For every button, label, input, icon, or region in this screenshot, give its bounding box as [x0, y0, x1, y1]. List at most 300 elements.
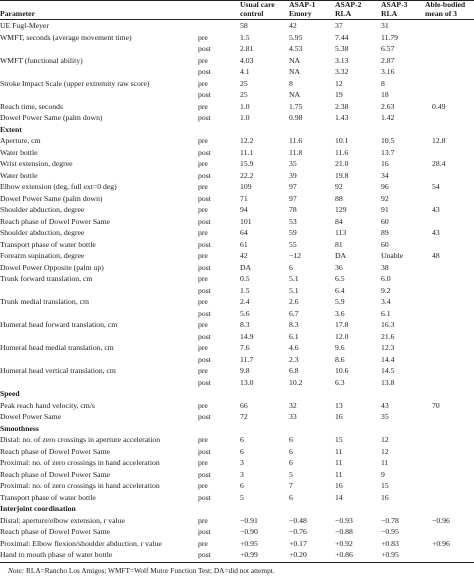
- cell-asap2: 5.38: [335, 44, 349, 53]
- cell-asap3: +0.95: [381, 550, 399, 559]
- cell-asap3: 92: [381, 193, 389, 203]
- row-parameter: Distal: no. of zero crossings in aperture acceleration: [0, 435, 161, 444]
- cell-asap2: 16: [335, 412, 343, 421]
- cell-asap1: NA: [289, 55, 301, 65]
- table-row: [0, 527, 474, 536]
- table-row: [0, 355, 474, 364]
- cell-asap1: 39: [289, 170, 297, 180]
- cell-asap1: 97: [289, 182, 297, 191]
- header-asap1-line2: Emory: [289, 9, 312, 18]
- cell-asap3: 2.87: [381, 55, 395, 65]
- cell-asap3: 16.3: [381, 320, 395, 329]
- cell-usual-care: 61: [240, 239, 248, 249]
- table-row: [0, 493, 474, 502]
- row-phase: post: [198, 147, 211, 157]
- cell-usual-care: 6: [240, 446, 244, 456]
- cell-able-bodied: 28.4: [432, 159, 446, 168]
- cell-asap3: 14.5: [381, 366, 395, 375]
- cell-asap1: +0.20: [289, 550, 307, 559]
- cell-usual-care: 13.0: [240, 377, 254, 387]
- table-row: [0, 435, 474, 444]
- row-phase: post: [198, 90, 211, 99]
- cell-asap1: 42: [289, 21, 297, 30]
- row-parameter: Dowel Power Same (palm down): [0, 113, 103, 122]
- cell-asap2: 6.5: [335, 274, 345, 283]
- cell-asap1: 4.6: [289, 343, 299, 352]
- table-row: [0, 286, 474, 295]
- cell-usual-care: 2.4: [240, 297, 250, 306]
- cell-asap1: 6: [289, 262, 293, 272]
- row-parameter: WMFT (functional ability): [0, 55, 83, 65]
- row-phase: post: [198, 193, 211, 203]
- cell-asap2: 16: [335, 481, 343, 490]
- cell-asap3: 6.0: [381, 274, 391, 283]
- cell-asap3: 31: [381, 21, 389, 30]
- cell-asap2: 12: [335, 78, 343, 88]
- table-row: [0, 33, 474, 42]
- row-phase: post: [198, 170, 211, 180]
- table-row: [0, 516, 474, 525]
- cell-usual-care: 2.81: [240, 44, 254, 53]
- cell-asap2: 14: [335, 492, 343, 502]
- cell-asap2: 9.6: [335, 343, 345, 352]
- cell-asap2: DA: [335, 251, 347, 260]
- cell-asap3: 3.4: [381, 297, 391, 306]
- cell-usual-care: 0.5: [240, 274, 250, 283]
- row-parameter: Dowel Power Same: [0, 412, 62, 421]
- cell-asap1: 6: [289, 435, 293, 444]
- cell-asap1: 2.6: [289, 297, 299, 306]
- row-parameter: Speed: [0, 389, 20, 398]
- cell-asap1: 6: [289, 492, 293, 502]
- cell-usual-care: 94: [240, 205, 248, 214]
- cell-asap1: −0.48: [289, 515, 307, 525]
- row-phase: post: [198, 262, 211, 272]
- table-bottom-rule: [0, 562, 474, 563]
- cell-asap1: 2.3: [289, 354, 299, 364]
- row-phase: post: [198, 492, 211, 502]
- cell-asap2: +0.92: [335, 538, 353, 548]
- row-phase: pre: [198, 182, 208, 191]
- cell-asap2: 92: [335, 182, 343, 191]
- cell-asap2: 19.8: [335, 170, 349, 180]
- cell-asap1: 11.8: [289, 147, 303, 157]
- row-parameter: Peak reach hand velocity, cm/s: [0, 400, 95, 410]
- cell-asap3: −0.78: [381, 515, 399, 525]
- row-phase: post: [198, 412, 211, 421]
- cell-usual-care: 1.5: [240, 285, 250, 295]
- cell-asap1: −0.76: [289, 527, 307, 536]
- cell-asap1: 4.53: [289, 44, 303, 53]
- cell-asap1: 7: [289, 481, 293, 490]
- cell-usual-care: 5.6: [240, 308, 250, 318]
- cell-asap2: 5.9: [335, 297, 345, 306]
- row-phase: post: [198, 550, 211, 559]
- cell-asap2: 1.43: [335, 113, 349, 122]
- cell-asap2: 3.13: [335, 55, 349, 65]
- cell-usual-care: 6: [240, 481, 244, 490]
- cell-usual-care: 1.0: [240, 113, 250, 122]
- section-heading-row: [0, 504, 474, 513]
- cell-asap2: 21.0: [335, 159, 349, 168]
- cell-asap2: −0.93: [335, 515, 353, 525]
- cell-asap1: NA: [289, 90, 301, 99]
- cell-able-bodied: −0.96: [432, 515, 450, 525]
- cell-asap3: 16: [381, 159, 389, 168]
- cell-asap1: 6.7: [289, 308, 299, 318]
- row-parameter: Reach phase of Dowel Power Same: [0, 527, 110, 536]
- cell-asap1: 0.98: [289, 113, 303, 122]
- row-phase: post: [198, 285, 211, 295]
- row-parameter: Proximal: no. of zero crossings in hand acceleration: [0, 481, 160, 490]
- cell-asap3: +0.83: [381, 538, 399, 548]
- cell-asap1: 10.2: [289, 377, 303, 387]
- table-row: [0, 21, 474, 30]
- row-phase: pre: [198, 159, 208, 168]
- row-parameter: Extent: [0, 124, 22, 134]
- row-phase: post: [198, 67, 211, 76]
- row-phase: post: [198, 377, 211, 387]
- cell-asap3: 16: [381, 492, 389, 502]
- cell-asap2: 10.1: [335, 136, 349, 145]
- table-row: [0, 251, 474, 260]
- row-phase: post: [198, 354, 211, 364]
- cell-asap3: 12: [381, 435, 389, 444]
- cell-asap1: 6: [289, 458, 293, 467]
- cell-asap2: +0.86: [335, 550, 353, 559]
- cell-asap1: 97: [289, 193, 297, 203]
- cell-asap3: 60: [381, 239, 389, 249]
- cell-asap1: 11.6: [289, 136, 303, 145]
- cell-asap1: +0.17: [289, 538, 307, 548]
- row-parameter: UE Fugl-Meyer: [0, 21, 49, 30]
- cell-usual-care: 109: [240, 182, 252, 191]
- cell-usual-care: 1.0: [240, 101, 250, 111]
- table-row: [0, 263, 474, 272]
- cell-asap2: 88: [335, 193, 343, 203]
- row-phase: pre: [198, 366, 208, 375]
- row-phase: pre: [198, 228, 208, 237]
- cell-usual-care: 58: [240, 21, 248, 30]
- cell-asap2: 15: [335, 435, 343, 444]
- row-parameter: Humeral head forward translation, cm: [0, 320, 118, 329]
- cell-usual-care: −0.90: [240, 527, 258, 536]
- row-phase: post: [198, 331, 211, 341]
- table-row: [0, 205, 474, 214]
- cell-asap3: 91: [381, 205, 389, 214]
- row-parameter: Proximal: no. of zero crossings in hand acceleration: [0, 458, 160, 467]
- table-row: [0, 332, 474, 341]
- row-parameter: Reach phase of Dowel Power Same: [0, 446, 110, 456]
- table-row: [0, 90, 474, 99]
- cell-asap3: 6.57: [381, 44, 395, 53]
- row-parameter: Proximal: Elbow flexion/shoulder abduction, r value: [0, 538, 162, 548]
- cell-able-bodied: 48: [432, 251, 440, 260]
- cell-able-bodied: 0.49: [432, 101, 446, 111]
- header-parameter: Parameter: [0, 9, 35, 18]
- cell-asap2: 7.44: [335, 32, 349, 42]
- row-phase: post: [198, 44, 211, 53]
- cell-usual-care: DA: [240, 262, 252, 272]
- cell-asap1: 5.1: [289, 274, 299, 283]
- cell-usual-care: 7.6: [240, 343, 250, 352]
- row-phase: post: [198, 239, 211, 249]
- header-able-line2: mean of 3: [425, 9, 458, 18]
- cell-usual-care: 11.1: [240, 147, 254, 157]
- row-parameter: Water bottle: [0, 147, 38, 157]
- cell-asap3: 2.63: [381, 101, 395, 111]
- cell-usual-care: 11.7: [240, 354, 254, 364]
- cell-asap1: 5.95: [289, 32, 303, 42]
- cell-asap3: 13.7: [381, 147, 395, 157]
- row-phase: post: [198, 113, 211, 122]
- cell-asap1: 1.75: [289, 101, 303, 111]
- table-row: [0, 228, 474, 237]
- cell-able-bodied: 12.8: [432, 136, 446, 145]
- header-asap1-line1: ASAP-1: [289, 0, 316, 9]
- table-row: [0, 550, 474, 559]
- cell-usual-care: 4.1: [240, 67, 250, 76]
- cell-asap1: 8.3: [289, 320, 299, 329]
- row-parameter: Transport phase of water bottle: [0, 492, 96, 502]
- row-phase: post: [198, 308, 211, 318]
- row-parameter: Trunk medial translation, cm: [0, 297, 89, 306]
- cell-asap3: 8: [381, 78, 385, 88]
- row-phase: pre: [198, 435, 208, 444]
- row-phase: pre: [198, 400, 208, 410]
- table-row: [0, 102, 474, 111]
- cell-asap3: 18: [381, 90, 389, 99]
- table-row: [0, 182, 474, 191]
- row-parameter: Elbow extension (deg, full ext=0 deg): [0, 182, 117, 191]
- cell-usual-care: −0.91: [240, 515, 258, 525]
- cell-asap3: 38: [381, 262, 389, 272]
- header-asap3-line1: ASAP-3: [381, 0, 408, 9]
- cell-usual-care: 14.9: [240, 331, 254, 341]
- header-asap3-line2: RLA: [381, 9, 398, 18]
- table-row: [0, 470, 474, 479]
- table-row: [0, 171, 474, 180]
- cell-able-bodied: +0.96: [432, 538, 450, 548]
- cell-asap3: 34: [381, 170, 389, 180]
- cell-asap3: −0.95: [381, 527, 399, 536]
- cell-asap1: 6.8: [289, 366, 299, 375]
- cell-able-bodied: 43: [432, 205, 440, 214]
- cell-asap3: 21.6: [381, 331, 395, 341]
- section-heading-row: [0, 125, 474, 134]
- cell-asap1: 55: [289, 239, 297, 249]
- row-phase: pre: [198, 101, 208, 111]
- cell-asap2: 2.38: [335, 101, 349, 111]
- section-heading-row: [0, 424, 474, 433]
- cell-asap3: 3.16: [381, 67, 395, 76]
- table-note: [8, 566, 275, 575]
- section-heading-row: [0, 389, 474, 398]
- row-parameter: Humeral head medial translation, cm: [0, 343, 114, 352]
- row-parameter: Aperture, cm: [0, 136, 41, 145]
- table-row: [0, 366, 474, 375]
- cell-asap3: 13.8: [381, 377, 395, 387]
- cell-asap3: 14.4: [381, 354, 395, 364]
- cell-usual-care: 72: [240, 412, 248, 421]
- row-phase: pre: [198, 136, 208, 145]
- row-parameter: Hand to mouth phase of water bottle: [0, 550, 113, 559]
- cell-asap1: 53: [289, 216, 297, 226]
- table-row: [0, 378, 474, 387]
- cell-asap2: 81: [335, 239, 343, 249]
- row-parameter: Reach phase of Dowel Power Same: [0, 469, 110, 479]
- row-phase: post: [198, 216, 211, 226]
- cell-asap2: 11: [335, 469, 343, 479]
- cell-usual-care: 101: [240, 216, 252, 226]
- cell-asap2: −0.88: [335, 527, 353, 536]
- table-row: [0, 401, 474, 410]
- row-parameter: Trunk forward translation, cm: [0, 274, 93, 283]
- cell-asap2: 11: [335, 446, 343, 456]
- cell-asap2: 19: [335, 90, 343, 99]
- row-phase: pre: [198, 32, 208, 42]
- note-label: Note:: [8, 566, 25, 575]
- row-parameter: Dowel Power Opposite (palm up): [0, 262, 104, 272]
- row-parameter: WMFT, seconds (average movement time): [0, 32, 132, 42]
- cell-asap2: 113: [335, 228, 347, 237]
- cell-asap2: 10.6: [335, 366, 349, 375]
- cell-asap2: 37: [335, 21, 343, 30]
- cell-asap3: 11.79: [381, 32, 399, 42]
- header-able-line1: Able-bodied: [425, 0, 466, 9]
- cell-asap1: 32: [289, 400, 297, 410]
- cell-asap3: 10.5: [381, 136, 395, 145]
- header-asap2-line1: ASAP-2: [335, 0, 362, 9]
- cell-asap1: 6: [289, 446, 293, 456]
- table-row: [0, 447, 474, 456]
- cell-usual-care: 64: [240, 228, 248, 237]
- row-parameter: Reach phase of Dowel Power Same: [0, 216, 110, 226]
- table-row: [0, 539, 474, 548]
- cell-asap3: 12: [381, 446, 389, 456]
- cell-asap3: 1.42: [381, 113, 395, 122]
- header-bottom-rule: [0, 19, 474, 20]
- table-row: [0, 343, 474, 352]
- table-row: [0, 320, 474, 329]
- table-row: [0, 240, 474, 249]
- cell-usual-care: +0.99: [240, 550, 258, 559]
- row-parameter: Interjoint coordination: [0, 504, 76, 513]
- row-parameter: Shoulder abduction, degree: [0, 228, 85, 237]
- row-parameter: Shoulder abduction, degree: [0, 205, 85, 214]
- cell-usual-care: 4.03: [240, 55, 254, 65]
- cell-usual-care: 1.5: [240, 32, 250, 42]
- table-row: [0, 44, 474, 53]
- cell-asap3: Unable: [381, 251, 404, 260]
- row-phase: pre: [198, 78, 208, 88]
- row-parameter: Forearm supination, degree: [0, 251, 85, 260]
- row-phase: pre: [198, 538, 208, 548]
- row-parameter: Transport phase of water bottle: [0, 239, 96, 249]
- cell-usual-care: 25: [240, 78, 248, 88]
- table-row: [0, 217, 474, 226]
- cell-asap2: 13: [335, 400, 343, 410]
- cell-asap3: 9: [381, 469, 385, 479]
- row-parameter: Smoothness: [0, 423, 39, 433]
- cell-asap1: 5: [289, 469, 293, 479]
- table-row: [0, 136, 474, 145]
- cell-usual-care: 6: [240, 435, 244, 444]
- cell-able-bodied: 54: [432, 182, 440, 191]
- table-row: [0, 148, 474, 157]
- cell-asap3: 6.1: [381, 308, 391, 318]
- cell-asap2: 11: [335, 458, 343, 467]
- cell-usual-care: +0.95: [240, 538, 258, 548]
- table-row: [0, 458, 474, 467]
- cell-able-bodied: 43: [432, 228, 440, 237]
- cell-usual-care: 42: [240, 251, 248, 260]
- cell-usual-care: 9.8: [240, 366, 250, 375]
- cell-asap2: 36: [335, 262, 343, 272]
- cell-usual-care: 66: [240, 400, 248, 410]
- cell-asap2: 6.4: [335, 285, 345, 295]
- cell-asap2: 6.3: [335, 377, 345, 387]
- cell-asap3: 35: [381, 412, 389, 421]
- cell-asap3: 43: [381, 400, 389, 410]
- cell-asap2: 11.6: [335, 147, 349, 157]
- row-phase: post: [198, 446, 211, 456]
- table-row: [0, 297, 474, 306]
- table-row: [0, 67, 474, 76]
- row-parameter: Distal: aperture/elbow extension, r value: [0, 515, 125, 525]
- row-phase: pre: [198, 458, 208, 467]
- cell-asap3: 89: [381, 228, 389, 237]
- cell-asap1: 59: [289, 228, 297, 237]
- table-row: [0, 274, 474, 283]
- cell-asap3: 60: [381, 216, 389, 226]
- row-phase: pre: [198, 515, 208, 525]
- cell-asap2: 8.6: [335, 354, 345, 364]
- table-row: [0, 79, 474, 88]
- row-parameter: Water bottle: [0, 170, 38, 180]
- row-phase: pre: [198, 481, 208, 490]
- header-asap2-line2: RLA: [335, 9, 352, 18]
- cell-asap1: 8: [289, 78, 293, 88]
- cell-usual-care: 71: [240, 193, 248, 203]
- row-phase: pre: [198, 205, 208, 214]
- row-parameter: Stroke Impact Scale (upper extremity raw score): [0, 78, 150, 88]
- row-phase: pre: [198, 251, 208, 260]
- table-row: [0, 56, 474, 65]
- table-row: [0, 159, 474, 168]
- note-text: RLA=Rancho Los Amigos; WMFT=Wolf Motor Function Test; DA=did not attempt.: [24, 566, 275, 575]
- table-row: [0, 309, 474, 318]
- header-usual-line2: control: [240, 9, 264, 18]
- cell-asap1: 5.1: [289, 285, 299, 295]
- cell-asap2: 3.32: [335, 67, 349, 76]
- row-parameter: Wrist extension, degree: [0, 159, 73, 168]
- cell-asap3: 11: [381, 458, 389, 467]
- row-phase: pre: [198, 320, 208, 329]
- cell-usual-care: 15.9: [240, 159, 254, 168]
- row-phase: pre: [198, 297, 208, 306]
- cell-asap2: 17.8: [335, 320, 349, 329]
- cell-asap2: 84: [335, 216, 343, 226]
- table-row: [0, 113, 474, 122]
- cell-asap1: 6.1: [289, 331, 299, 341]
- row-parameter: Reach time, seconds: [0, 101, 63, 111]
- cell-usual-care: 3: [240, 469, 244, 479]
- row-phase: pre: [198, 343, 208, 352]
- row-phase: post: [198, 469, 211, 479]
- row-phase: pre: [198, 274, 208, 283]
- row-parameter: Humeral head vertical translation, cm: [0, 366, 116, 375]
